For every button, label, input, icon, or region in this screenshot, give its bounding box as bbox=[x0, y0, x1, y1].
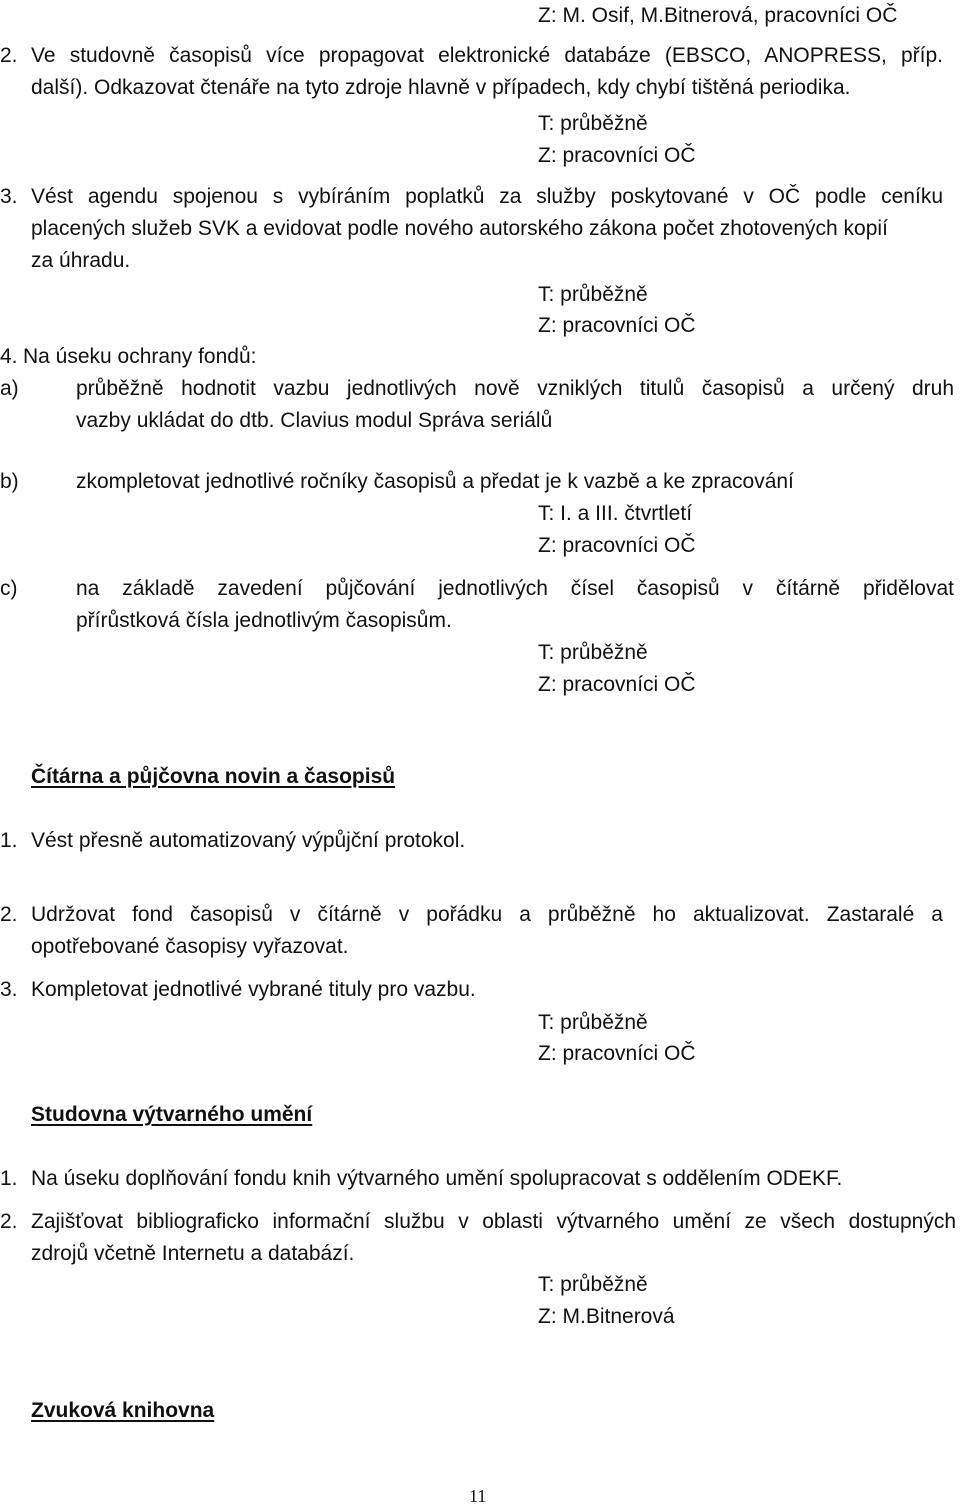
item-text-line: Kompletovat jednotlivé vybrané tituly pro vazbu. bbox=[31, 978, 476, 1001]
sub-item-text-line: zkompletovat jednotlivé ročníky časopisů a předat je k vazbě a ke zpracování bbox=[76, 470, 794, 493]
sub-item-text-line: průběžně hodnotit vazbu jednotlivých nově vzniklých titulů časopisů a určený druh bbox=[76, 377, 954, 400]
term-line: T: průběžně bbox=[538, 1273, 648, 1296]
responsible-line: Z: pracovníci OČ bbox=[538, 314, 696, 337]
responsible-line: Z: pracovníci OČ bbox=[538, 673, 696, 696]
item-text-line: Vést agendu spojenou s vybíráním poplatků za služby poskytované v OČ podle ceníku bbox=[31, 185, 943, 208]
responsible-line: Z: M. Osif, M.Bitnerová, pracovníci OČ bbox=[538, 4, 898, 27]
item-number: 1. bbox=[0, 1167, 18, 1190]
responsible-line: Z: pracovníci OČ bbox=[538, 1042, 696, 1065]
item-text-line: za úhradu. bbox=[31, 249, 131, 272]
page-number: 11 bbox=[469, 1486, 487, 1506]
term-line: T: průběžně bbox=[538, 283, 648, 306]
item-text-line: Udržovat fond časopisů v čítárně v pořádku a průběžně ho aktualizovat. Zastaralé a bbox=[31, 903, 943, 926]
item-text-line: Vést přesně automatizovaný výpůjční protokol. bbox=[31, 829, 466, 852]
item-number: 1. bbox=[0, 829, 18, 852]
item-text-line: Zajišťovat bibliograficko informační službu v oblasti výtvarného umění ze všech dostupných bbox=[31, 1210, 956, 1233]
item-number: 3. bbox=[0, 978, 18, 1001]
item-text-line: Ve studovně časopisů více propagovat elektronické databáze (EBSCO, ANOPRESS, příp. bbox=[31, 44, 943, 67]
item-text-line: Na úseku doplňování fondu knih výtvarného umění spolupracovat s oddělením ODEKF. bbox=[31, 1167, 843, 1190]
item-text-line: zdrojů včetně Internetu a databází. bbox=[31, 1242, 355, 1265]
sub-item-marker: a) bbox=[0, 377, 19, 400]
responsible-line: Z: pracovníci OČ bbox=[538, 144, 696, 167]
sub-item-marker: b) bbox=[0, 470, 19, 493]
item-number: 4. bbox=[0, 345, 18, 368]
section-heading: Studovna výtvarného umění bbox=[31, 1103, 313, 1126]
sub-item-marker: c) bbox=[0, 577, 18, 600]
item-text-line: placených služeb SVK a evidovat podle nového autorského zákona počet zhotovených kopií bbox=[31, 217, 888, 240]
term-line: T: průběžně bbox=[538, 641, 648, 664]
item-number: 2. bbox=[0, 44, 18, 67]
item-number: 3. bbox=[0, 185, 18, 208]
responsible-line: Z: pracovníci OČ bbox=[538, 534, 696, 557]
item-text-line: opotřebované časopisy vyřazovat. bbox=[31, 935, 349, 958]
item-text-line: další). Odkazovat čtenáře na tyto zdroje hlavně v případech, kdy chybí tištěná periodika. bbox=[31, 76, 851, 99]
sub-item-text-line: na základě zavedení půjčování jednotlivých čísel časopisů v čítárně přidělovat bbox=[76, 577, 954, 600]
responsible-line: Z: M.Bitnerová bbox=[538, 1305, 675, 1328]
sub-item-text-line: přírůstková čísla jednotlivým časopisům. bbox=[76, 609, 452, 632]
item-title: Na úseku ochrany fondů: bbox=[23, 345, 257, 368]
sub-item-text-line: vazby ukládat do dtb. Clavius modul Správa seriálů bbox=[76, 409, 553, 432]
term-line: T: průběžně bbox=[538, 112, 648, 135]
term-line: T: I. a III. čtvrtletí bbox=[538, 502, 693, 525]
item-number: 2. bbox=[0, 1210, 18, 1233]
section-heading: Zvuková knihovna bbox=[31, 1399, 215, 1422]
item-number: 2. bbox=[0, 903, 18, 926]
section-heading: Čítárna a půjčovna novin a časopisů bbox=[31, 765, 396, 788]
term-line: T: průběžně bbox=[538, 1011, 648, 1034]
